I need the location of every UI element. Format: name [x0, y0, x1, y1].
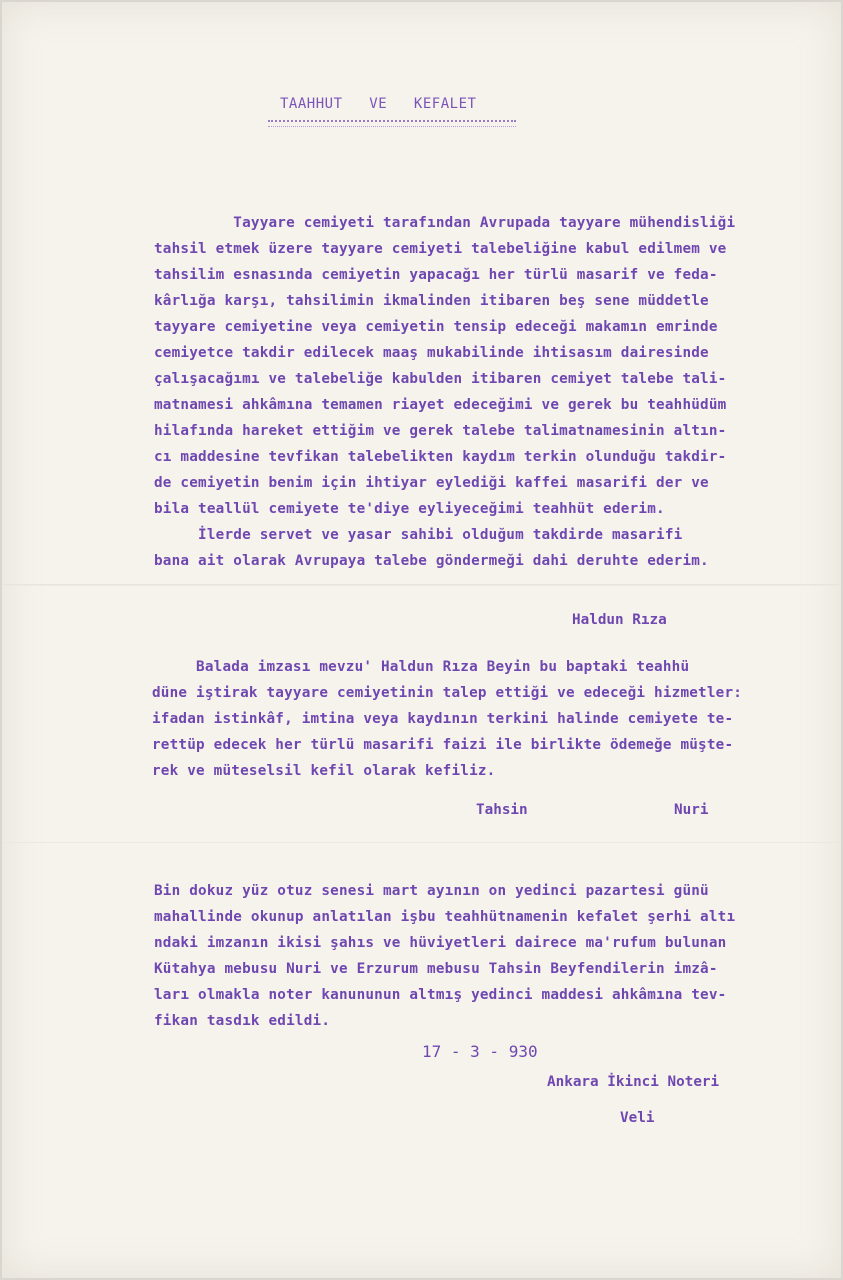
notary-paragraph: [154, 878, 735, 1034]
text-line: tahsilim esnasında cemiyetin yapacağı her türlü masarif ve feda-: [154, 267, 718, 283]
text-line: mahallinde okunup anlatılan işbu teahhütnamenin kefalet şerhi altı: [154, 909, 736, 925]
text-line: fikan tasdık edildi.: [154, 1013, 331, 1029]
text-line: tahsil etmek üzere tayyare cemiyeti talebeliğine kabul edilmem ve: [154, 241, 727, 257]
title-underline: [268, 120, 516, 127]
text-line: ları olmakla noter kanununun altmış yedinci maddesi ahkâmına tev-: [154, 987, 727, 1003]
main-paragraph: [154, 210, 735, 574]
document-title: TAAHHUT VE KEFALET: [280, 96, 477, 112]
text-line: ndaki imzanın ikisi şahıs ve hüviyetleri dairece ma'rufum bulunan: [154, 935, 727, 951]
text-line: kârlığa karşı, tahsilimin ikmalinden itibaren beş sene müddetle: [154, 293, 709, 309]
text-line: ifadan istinkâf, imtina veya kaydının terkini halinde cemiyete te-: [152, 711, 734, 727]
signature-haldun-riza: Haldun Rıza: [572, 612, 667, 628]
text-line: rettüp edecek her türlü masarifi faizi ile birlikte ödemeğe müşte-: [152, 737, 734, 753]
guarantee-paragraph: [152, 654, 742, 784]
notary-office: Ankara İkinci Noteri: [547, 1074, 720, 1090]
document-page: [2, 2, 841, 1278]
text-line: çalışacağımı ve talebeliğe kabulden itibaren cemiyet talebe tali-: [154, 371, 727, 387]
notary-date: 17 - 3 - 930: [422, 1042, 538, 1061]
paper-fold: [2, 584, 841, 586]
text-line: bila teallül cemiyete te'diye eyliyeceğimi teahhüt ederim.: [154, 501, 665, 517]
signature-nuri: Nuri: [674, 802, 709, 818]
text-line: Balada imzası mevzu' Haldun Rıza Beyin bu baptaki teahhü: [152, 659, 690, 675]
text-line: cı maddesine tevfikan talebelikten kaydım terkin olunduğu takdir-: [154, 449, 727, 465]
signature-tahsin: Tahsin: [476, 802, 528, 818]
text-line: düne iştirak tayyare cemiyetinin talep ettiği ve edeceği hizmetler:: [152, 685, 743, 701]
text-line: de cemiyetin benim için ihtiyar eylediği kaffei masarifi der ve: [154, 475, 709, 491]
text-line: tayyare cemiyetine veya cemiyetin tensip edeceği makamın emrinde: [154, 319, 718, 335]
notary-name: Veli: [620, 1110, 655, 1126]
text-line: matnamesi ahkâmına temamen riayet edeceğimi ve gerek bu teahhüdüm: [154, 397, 727, 413]
text-line: Tayyare cemiyeti tarafından Avrupada tayyare mühendisliği: [154, 215, 736, 231]
text-line: Bin dokuz yüz otuz senesi mart ayının on yedinci pazartesi günü: [154, 883, 709, 899]
text-line: bana ait olarak Avrupaya talebe göndermeği dahi deruhte ederim.: [154, 553, 709, 569]
text-line: cemiyetce takdir edilecek maaş mukabilinde ihtisasım dairesinde: [154, 345, 709, 361]
text-line: İlerde servet ve yasar sahibi olduğum takdirde masarifi: [154, 527, 683, 543]
paper-fold: [2, 842, 841, 843]
text-line: rek ve müteselsil kefil olarak kefiliz.: [152, 763, 496, 779]
text-line: hilafında hareket ettiğim ve gerek talebe talimatnamesinin altın-: [154, 423, 727, 439]
text-line: Kütahya mebusu Nuri ve Erzurum mebusu Tahsin Beyfendilerin imzâ-: [154, 961, 718, 977]
